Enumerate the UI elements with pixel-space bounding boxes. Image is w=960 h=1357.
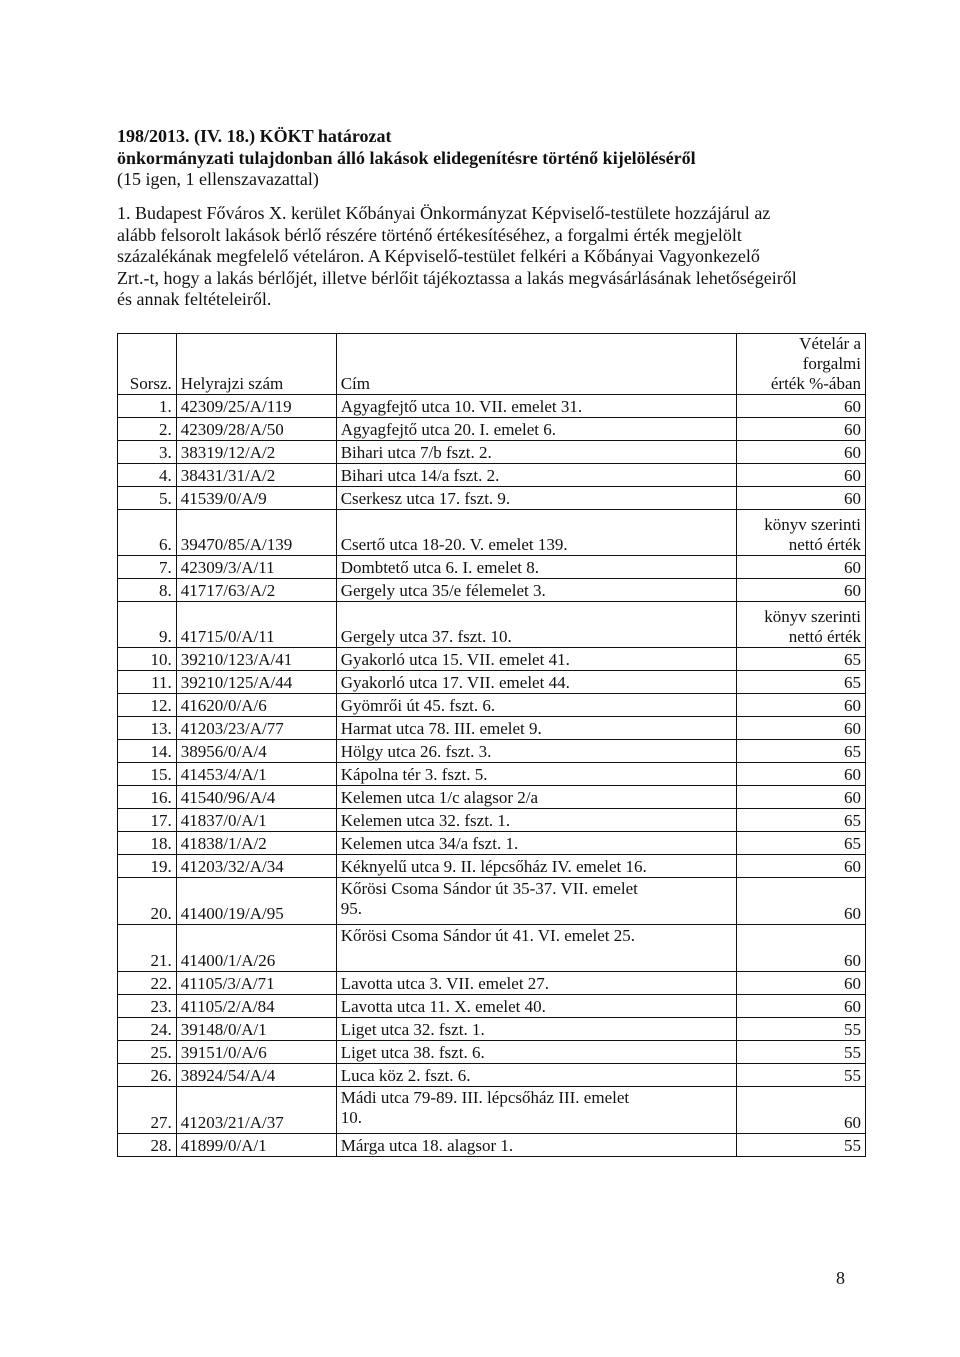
cell-number: 12. — [118, 694, 177, 717]
table-row — [118, 395, 866, 418]
paragraph-line: alább felsorolt lakások bérlő részére történő értékesítéséhez, a forgalmi érték megjelölt — [117, 224, 742, 245]
cell-number: 1. — [118, 395, 177, 418]
cell-price-percent: 60 — [737, 579, 866, 602]
cell-price-percent — [737, 510, 866, 556]
cell-parcel: 41717/63/A/2 — [176, 579, 336, 602]
cell-number: 26. — [118, 1064, 177, 1087]
cell-parcel: 41105/2/A/84 — [176, 995, 336, 1018]
resolution-paragraph — [117, 203, 857, 311]
apartments-table — [117, 333, 866, 1157]
cell-parcel: 41620/0/A/6 — [176, 694, 336, 717]
table-row — [118, 1087, 866, 1134]
cell-parcel: 42309/28/A/50 — [176, 418, 336, 441]
cell-number: 14. — [118, 740, 177, 763]
cell-number: 3. — [118, 441, 177, 464]
table-row — [118, 740, 866, 763]
cell-price-percent: 65 — [737, 671, 866, 694]
cell-parcel: 38319/12/A/2 — [176, 441, 336, 464]
cell-price-percent — [737, 602, 866, 648]
table-row — [118, 832, 866, 855]
cell-price-percent: 60 — [737, 786, 866, 809]
table-row — [118, 1064, 866, 1087]
cell-address: Bihari utca 7/b fszt. 2. — [336, 441, 736, 464]
cell-price-percent: 60 — [737, 556, 866, 579]
cell-parcel: 39470/85/A/139 — [176, 510, 336, 556]
cell-parcel: 41540/96/A/4 — [176, 786, 336, 809]
cell-parcel: 41539/0/A/9 — [176, 487, 336, 510]
table-row — [118, 579, 866, 602]
cell-number: 23. — [118, 995, 177, 1018]
cell-number: 20. — [118, 878, 177, 925]
cell-address-line: 10. — [340, 1108, 362, 1127]
cell-address: Gyakorló utca 17. VII. emelet 44. — [336, 671, 736, 694]
cell-price-percent: 60 — [737, 487, 866, 510]
cell-address: Márga utca 18. alagsor 1. — [336, 1134, 736, 1157]
table-row — [118, 602, 866, 648]
cell-number: 25. — [118, 1041, 177, 1064]
cell-address: Kelemen utca 32. fszt. 1. — [336, 809, 736, 832]
cell-address-line: Kőrösi Csoma Sándor út 41. VI. emelet 25. — [340, 926, 636, 945]
cell-parcel: 41453/4/A/1 — [176, 763, 336, 786]
cell-number: 5. — [118, 487, 177, 510]
resolution-header — [117, 126, 857, 191]
table-row — [118, 464, 866, 487]
cell-parcel: 41715/0/A/11 — [176, 602, 336, 648]
cell-address: Lavotta utca 11. X. emelet 40. — [336, 995, 736, 1018]
cell-parcel: 38956/0/A/4 — [176, 740, 336, 763]
cell-price-percent: 65 — [737, 809, 866, 832]
table-row — [118, 441, 866, 464]
cell-number: 8. — [118, 579, 177, 602]
cell-price-line: könyv szerinti — [764, 515, 861, 534]
table-row — [118, 763, 866, 786]
cell-price-line: könyv szerinti — [764, 607, 861, 626]
table-row — [118, 418, 866, 441]
table-row — [118, 510, 866, 556]
cell-price-percent: 60 — [737, 878, 866, 925]
cell-parcel: 39151/0/A/6 — [176, 1041, 336, 1064]
table-row — [118, 1041, 866, 1064]
table-header-row — [118, 334, 866, 395]
table-row — [118, 786, 866, 809]
cell-address: Gergely utca 35/e félemelet 3. — [336, 579, 736, 602]
page-number: 8 — [836, 1268, 845, 1288]
cell-price-percent: 65 — [737, 740, 866, 763]
cell-price-percent: 60 — [737, 418, 866, 441]
cell-price-percent: 60 — [737, 441, 866, 464]
cell-address: Gyakorló utca 15. VII. emelet 41. — [336, 648, 736, 671]
cell-number: 4. — [118, 464, 177, 487]
paragraph-line: Zrt.-t, hogy a lakás bérlőjét, illetve bérlőit tájékoztassa a lakás megvásárlásának lehetőségeiről — [117, 267, 797, 288]
cell-parcel: 39148/0/A/1 — [176, 1018, 336, 1041]
cell-price-percent: 65 — [737, 832, 866, 855]
table-row — [118, 487, 866, 510]
table-row — [118, 556, 866, 579]
table-row — [118, 972, 866, 995]
cell-price-percent: 60 — [737, 972, 866, 995]
col-header-parcel: Helyrajzi szám — [176, 334, 336, 395]
cell-price-percent: 60 — [737, 763, 866, 786]
cell-price-percent: 60 — [737, 925, 866, 972]
cell-address: Agyagfejtő utca 20. I. emelet 6. — [336, 418, 736, 441]
cell-address: Lavotta utca 3. VII. emelet 27. — [336, 972, 736, 995]
cell-number: 21. — [118, 925, 177, 972]
cell-parcel: 41838/1/A/2 — [176, 832, 336, 855]
cell-parcel: 39210/125/A/44 — [176, 671, 336, 694]
paragraph-line: és annak feltételeiről. — [117, 289, 272, 310]
col-header-number: Sorsz. — [118, 334, 177, 395]
cell-address-line: Mádi utca 79-89. III. lépcsőház III. emelet — [340, 1088, 630, 1107]
cell-address — [336, 878, 736, 925]
cell-number: 19. — [118, 855, 177, 878]
cell-number: 15. — [118, 763, 177, 786]
col-header-address: Cím — [336, 334, 736, 395]
table-row — [118, 925, 866, 972]
cell-address-line: 95. — [340, 899, 362, 918]
cell-parcel: 38431/31/A/2 — [176, 464, 336, 487]
cell-price-percent: 55 — [737, 1064, 866, 1087]
cell-address: Hölgy utca 26. fszt. 3. — [336, 740, 736, 763]
cell-price-percent: 55 — [737, 1041, 866, 1064]
cell-number: 27. — [118, 1087, 177, 1134]
cell-parcel: 41899/0/A/1 — [176, 1134, 336, 1157]
cell-address: Kelemen utca 34/a fszt. 1. — [336, 832, 736, 855]
table-row — [118, 995, 866, 1018]
cell-number: 24. — [118, 1018, 177, 1041]
paragraph-line: 1. Budapest Főváros X. kerület Kőbányai Önkormányzat Képviselő-testülete hozzájárul az — [117, 203, 771, 223]
vote-result: (15 igen, 1 ellenszavazattal) — [117, 169, 319, 189]
cell-address: Kelemen utca 1/c alagsor 2/a — [336, 786, 736, 809]
cell-address — [336, 925, 736, 972]
table-row — [118, 809, 866, 832]
cell-address: Liget utca 38. fszt. 6. — [336, 1041, 736, 1064]
cell-number: 7. — [118, 556, 177, 579]
paragraph-line: százalékának megfelelő vételáron. A Képviselő-testület felkéri a Kőbányai Vagyonkezelő — [117, 246, 760, 267]
cell-number: 16. — [118, 786, 177, 809]
cell-address: Gyömrői út 45. fszt. 6. — [336, 694, 736, 717]
resolution-number: 198/2013. (IV. 18.) KÖKT határozat — [117, 126, 392, 146]
table-row — [118, 694, 866, 717]
cell-number: 10. — [118, 648, 177, 671]
cell-address: Liget utca 32. fszt. 1. — [336, 1018, 736, 1041]
cell-number: 6. — [118, 510, 177, 556]
table-row — [118, 717, 866, 740]
table-row — [118, 1134, 866, 1157]
cell-price-percent: 65 — [737, 648, 866, 671]
table-row — [118, 1018, 866, 1041]
table-row — [118, 648, 866, 671]
cell-address: Csertő utca 18-20. V. emelet 139. — [336, 510, 736, 556]
cell-address: Kéknyelű utca 9. II. lépcsőház IV. emelet 16. — [336, 855, 736, 878]
cell-address: Agyagfejtő utca 10. VII. emelet 31. — [336, 395, 736, 418]
cell-number: 13. — [118, 717, 177, 740]
cell-parcel: 41203/32/A/34 — [176, 855, 336, 878]
cell-parcel: 38924/54/A/4 — [176, 1064, 336, 1087]
cell-price-percent: 60 — [737, 694, 866, 717]
cell-address: Dombtető utca 6. I. emelet 8. — [336, 556, 736, 579]
col-header-price-line: érték %-ában — [770, 374, 861, 393]
table-row — [118, 855, 866, 878]
cell-parcel: 39210/123/A/41 — [176, 648, 336, 671]
cell-number: 28. — [118, 1134, 177, 1157]
table-row — [118, 878, 866, 925]
cell-address: Luca köz 2. fszt. 6. — [336, 1064, 736, 1087]
cell-parcel: 41400/1/A/26 — [176, 925, 336, 972]
cell-address — [336, 1087, 736, 1134]
cell-number: 18. — [118, 832, 177, 855]
cell-number: 2. — [118, 418, 177, 441]
table-body — [118, 395, 866, 1157]
cell-price-percent: 55 — [737, 1018, 866, 1041]
col-header-price — [737, 334, 866, 395]
cell-parcel: 41400/19/A/95 — [176, 878, 336, 925]
cell-parcel: 42309/25/A/119 — [176, 395, 336, 418]
cell-parcel: 41203/23/A/77 — [176, 717, 336, 740]
resolution-title: önkormányzati tulajdonban álló lakások elidegenítésre történő kijelöléséről — [117, 147, 696, 168]
cell-price-percent: 55 — [737, 1134, 866, 1157]
cell-number: 22. — [118, 972, 177, 995]
cell-address-line: Kőrösi Csoma Sándor út 35-37. VII. emelet — [340, 879, 638, 898]
cell-parcel: 41837/0/A/1 — [176, 809, 336, 832]
cell-price-line: nettó érték — [788, 627, 861, 646]
cell-price-line: nettó érték — [788, 535, 861, 554]
cell-parcel: 42309/3/A/11 — [176, 556, 336, 579]
cell-number: 9. — [118, 602, 177, 648]
col-header-price-line: Vételár a forgalmi — [799, 334, 861, 373]
cell-price-percent: 60 — [737, 395, 866, 418]
cell-address: Gergely utca 37. fszt. 10. — [336, 602, 736, 648]
cell-parcel: 41203/21/A/37 — [176, 1087, 336, 1134]
cell-number: 11. — [118, 671, 177, 694]
cell-price-percent: 60 — [737, 717, 866, 740]
cell-price-percent: 60 — [737, 1087, 866, 1134]
cell-price-percent: 60 — [737, 464, 866, 487]
cell-number: 17. — [118, 809, 177, 832]
cell-address: Cserkesz utca 17. fszt. 9. — [336, 487, 736, 510]
cell-price-percent: 60 — [737, 855, 866, 878]
cell-address-line — [341, 946, 732, 966]
cell-parcel: 41105/3/A/71 — [176, 972, 336, 995]
cell-address: Kápolna tér 3. fszt. 5. — [336, 763, 736, 786]
cell-price-percent: 60 — [737, 995, 866, 1018]
cell-address: Harmat utca 78. III. emelet 9. — [336, 717, 736, 740]
table-row — [118, 671, 866, 694]
cell-address: Bihari utca 14/a fszt. 2. — [336, 464, 736, 487]
